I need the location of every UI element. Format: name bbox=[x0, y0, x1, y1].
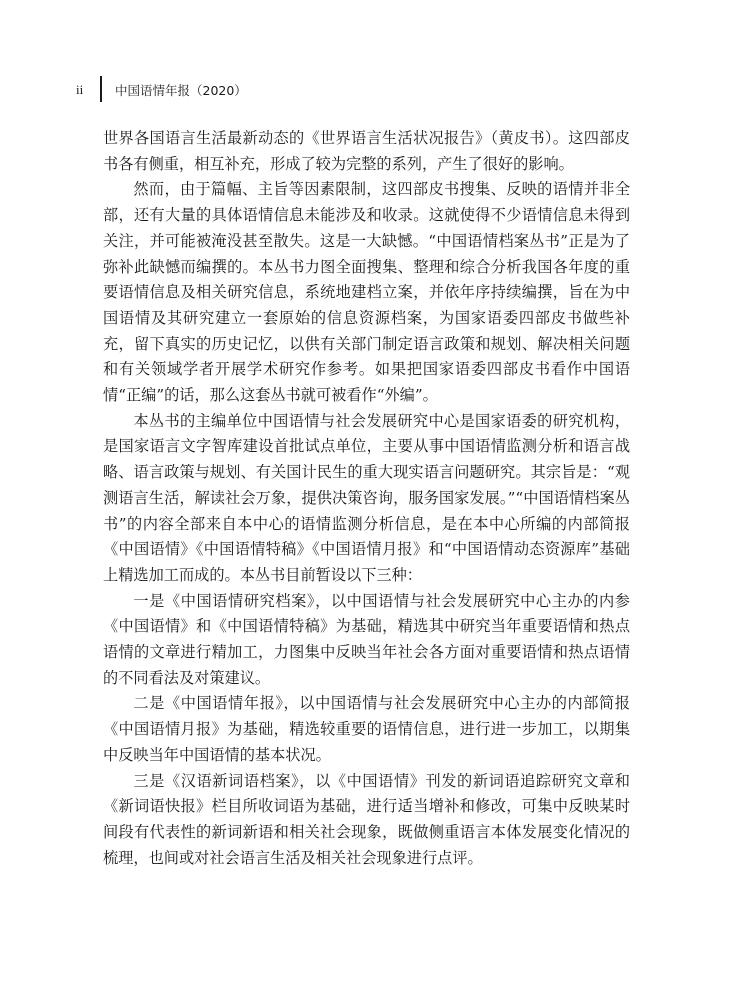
page-header bbox=[0, 0, 729, 110]
paragraph-editor-unit: 本丛书的主编单位中国语情与社会发展研究中心是国家语委的研究机构，是国家语言文字智库建设首批试点单位，主要从事中国语情监测分析和语言战略、语言政策与规划、有关国计民生的重大现实语言问题研究。其宗旨是：“观测语言生活，解读社会万象，提供决策咨询，服务国家发展。”“中国语情档案丛书”的内容全部来自本中心的语情监测分析信息，是在本中心所编的内部简报《中国语情》《中国语情特稿》《中国语情月报》和“中国语情动态资源库”基础上精选加工而成的。本丛书目前暂设以下三种： bbox=[103, 411, 630, 584]
page-number: ii bbox=[76, 82, 84, 97]
paragraph-continuation: 世界各国语言生活最新动态的《世界语言生活状况报告》（黄皮书）。这四部皮书各有侧重，相互补充，形成了较为完整的系列，产生了很好的影响。 bbox=[103, 129, 630, 173]
paragraph-series-three: 三是《汉语新词语档案》，以《中国语情》刊发的新词语追踪研究文章和《新词语快报》栏目所收词语为基础，进行适当增补和修改，可集中反映某时间段有代表性的新词新语和相关社会现象，既做侧重语言本体发展变化情况的梳理，也间或对社会语言生活及相关社会现象进行点评。 bbox=[103, 771, 630, 867]
header-divider bbox=[100, 76, 102, 102]
paragraph-series-two: 二是《中国语情年报》，以中国语情与社会发展研究中心主办的内部简报《中国语情月报》为基础，精选较重要的语情信息，进行进一步加工，以期集中反映当年中国语情的基本状况。 bbox=[103, 694, 630, 764]
paragraph-series-one: 一是《中国语情研究档案》，以中国语情与社会发展研究中心主办的内参《中国语情》和《中国语情特稿》为基础，精选其中研究当年重要语情和热点语情的文章进行精加工，力图集中反映当年社会各方面对重要语情和热点语情的不同看法及对策建议。 bbox=[103, 591, 630, 687]
running-title: 中国语情年报（2020） bbox=[115, 83, 247, 98]
paragraph-purpose: 然而，由于篇幅、主旨等因素限制，这四部皮书搜集、反映的语情并非全部，还有大量的具体语情信息未能涉及和收录。这就使得不少语情信息未得到关注，并可能被淹没甚至散失。这是一大缺憾。“中国语情档案丛书”正是为了弥补此缺憾而编撰的。本丛书力图全面搜集、整理和综合分析我国各年度的重要语情信息及相关研究信息，系统地建档立案，并依年序持续编撰，旨在为中国语情及其研究建立一套原始的信息资源档案，为国家语委四部皮书做些补充，留下真实的历史记忆，以供有关部门制定语言政策和规划、解决相关问题和有关领域学者开展学术研究作参考。如果把国家语委四部皮书看作中国语情“正编”的话，那么这套丛书就可被看作“外编”。 bbox=[103, 180, 630, 405]
body-text bbox=[103, 126, 630, 871]
